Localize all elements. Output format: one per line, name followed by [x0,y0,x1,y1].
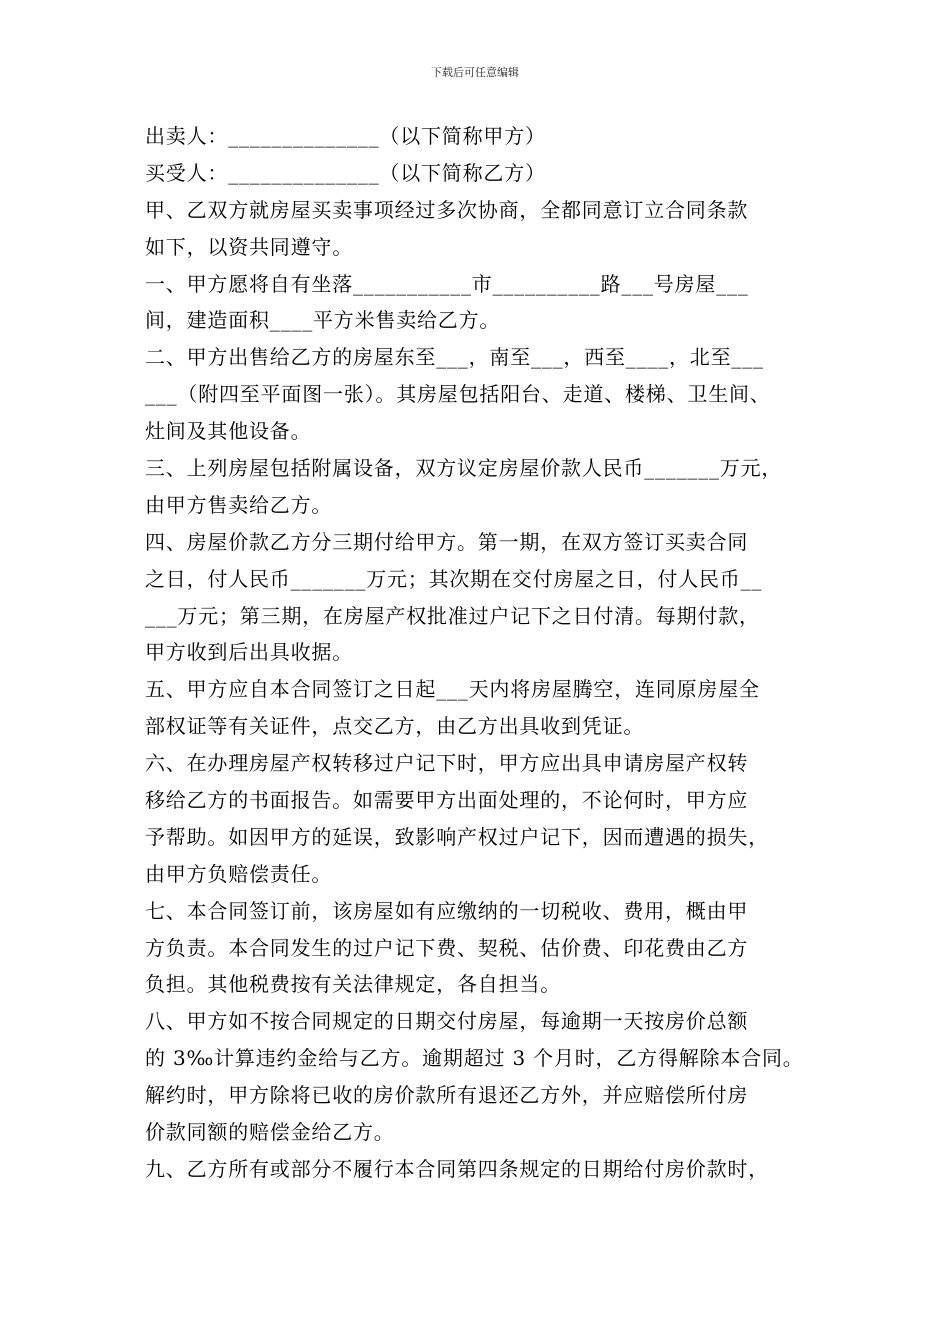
text-line: 八、甲方如不按合同规定的日期交付房屋，每逾期一天按房价总额 [145,1009,749,1034]
page-header-note: 下载后可任意编辑 [431,66,519,79]
text-line: 二、甲方出售给乙方的房屋东至___，南至___，西至____，北至___ [145,345,764,370]
text-line: 如下，以资共同遵守。 [145,234,353,259]
text-line: 之日，付人民币_______万元；其次期在交付房屋之日，付人民币__ [145,566,763,591]
text-line: ___（附四至平面图一张）。其房屋包括阳台、走道、楼梯、卫生间、 [145,382,771,407]
text-line: 间，建造面积____平方米售卖给乙方。 [145,308,501,333]
text-line: 部权证等有关证件，点交乙方，由乙方出具收到凭证。 [145,714,645,739]
text-line: 予帮助。如因甲方的延误，致影响产权过户记下，因而遭遇的损失， [145,824,769,849]
text-line: 七、本合同签订前，该房屋如有应缴纳的一切税收、费用，概由甲 [145,898,749,923]
text-line: 甲、乙双方就房屋买卖事项经过多次协商，全都同意订立合同条款 [145,197,749,222]
text-line: 负担。其他税费按有关法律规定，各自担当。 [145,972,561,997]
text-line: 的 3‰计算违约金给与乙方。逾期超过 3 个月时，乙方得解除本合同。 [145,1046,804,1071]
text-line: 甲方收到后出具收据。 [145,640,353,665]
text-line: 五、甲方应自本合同签订之日起___天内将房屋腾空，连同原房屋全 [145,677,760,702]
text-line: 买受人：______________（以下简称乙方） [145,160,546,185]
text-line: 移给乙方的书面报告。如需要甲方出面处理的，不论何时，甲方应 [145,788,749,813]
text-line: 由甲方售卖给乙方。 [145,492,333,517]
text-line: 价款同额的赔偿金给乙方。 [145,1120,395,1145]
text-line: 由甲方负赔偿责任。 [145,861,333,886]
text-line: 方负责。本合同发生的过户记下费、契税、估价费、印花费由乙方 [145,935,749,960]
text-line: ___万元；第三期，在房屋产权批准过户记下之日付清。每期付款， [145,603,760,628]
text-line: 六、在办理房屋产权转移过户记下时，甲方应出具申请房屋产权转 [145,751,749,776]
text-line: 三、上列房屋包括附属设备，双方议定房屋价款人民币_______万元， [145,456,783,481]
text-line: 出卖人：______________（以下简称甲方） [145,124,546,148]
text-line: 解约时，甲方除将已收的房价款所有退还乙方外，并应赔偿所付房 [145,1083,749,1108]
contract-body [145,118,835,1188]
text-line: 一、甲方愿将自有坐落___________市__________路___号房屋___ [145,271,749,296]
text-line: 九、乙方所有或部分不履行本合同第四条规定的日期给付房价款时， [145,1156,769,1181]
text-line: 四、房屋价款乙方分三期付给甲方。第一期，在双方签订买卖合同 [145,529,749,554]
text-line: 灶间及其他设备。 [145,419,312,444]
